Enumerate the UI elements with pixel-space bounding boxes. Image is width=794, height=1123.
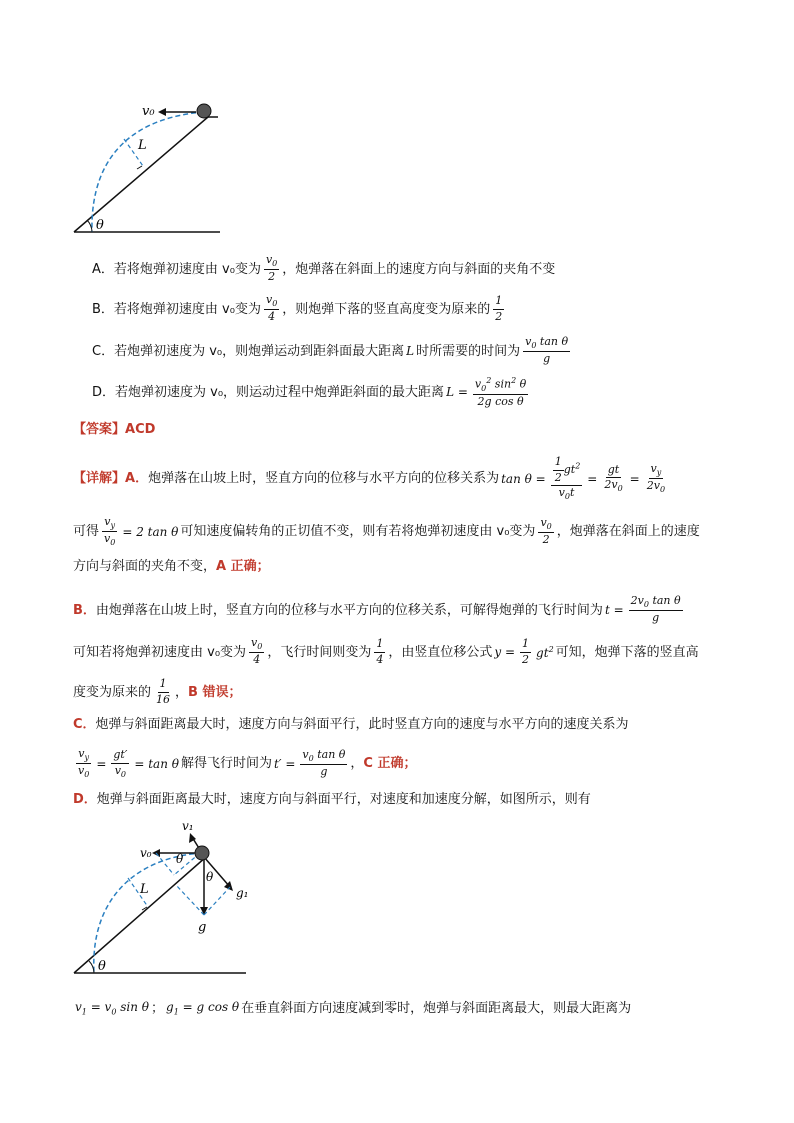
option-d-L: L = — [446, 385, 468, 400]
label-v1: v₁ — [182, 819, 194, 833]
detail-b-lead: B． — [73, 602, 96, 618]
detail-b-text-2a: 可知若将炮弹初速度由 v₀变为 — [73, 644, 247, 660]
detail-d-line-1 — [73, 793, 723, 806]
figure-1-slope-projectile — [70, 95, 230, 240]
detail-c-text-2b: ， — [350, 756, 364, 772]
detail-c-text-2c: C 正确； — [363, 756, 417, 772]
math-y-eq: y = — [494, 645, 516, 659]
fraction-gt-over-2v0: $\frac{gt}{2v_0}$ — [604, 462, 623, 494]
fraction-v0tan-over-g-c: $\frac{v_0 \tan \theta}{g}$ — [302, 747, 346, 779]
fraction-vy-over-v0-c: $\frac{v_y}{v_0}$ — [78, 747, 90, 780]
detail-label: 【详解】 — [73, 471, 126, 487]
detail-a-text-2c: ，炮弹落在斜面上的速度 — [556, 524, 700, 540]
label-theta-base: θ — [98, 959, 106, 974]
answer-value: ACD — [125, 422, 156, 437]
fraction-2v0tan-over-g: $\frac{2v_0 \tan \theta}{g}$ — [630, 594, 681, 625]
fraction-1-over-2: $\frac{1}{2}$ — [495, 293, 503, 323]
detail-a-lead: A． — [125, 471, 149, 487]
option-d-text-1: 若炮弹初速度为 v₀，则运动过程中炮弹距斜面的最大距离 — [115, 384, 445, 400]
label-v0-2: v₀ — [140, 846, 152, 860]
theta-arc — [87, 220, 92, 232]
detail-a-text-3a: 方向与斜面的夹角不变， — [73, 559, 217, 574]
detail-a-line-3 — [73, 560, 723, 573]
fraction-1-over-2-b: $\frac{1}{2}$ — [522, 636, 530, 666]
option-c-text-1: 若炮弹初速度为 v₀，则炮弹运动到距斜面最大距离 — [114, 343, 405, 359]
math-2tan: = 2 tan θ — [122, 524, 179, 539]
fraction-compound: $\frac{1}{2}$ $gt^2$ $v_0t$ — [551, 456, 583, 502]
option-c-L: L — [406, 344, 415, 358]
fraction-vy-over-2v0: $\frac{v_y}{2v_0}$ — [646, 461, 666, 495]
label-theta-g: θ — [206, 870, 214, 884]
math-tp-eq: t′ = — [273, 756, 296, 771]
option-b-letter: B． — [92, 301, 114, 317]
option-a-text-1: 若将炮弹初速度由 v₀变为 — [113, 261, 261, 277]
detail-b-line-2 — [73, 637, 723, 667]
fraction-v0-over-4: $\frac{v_0}{4}$ — [265, 293, 278, 324]
detail-a-line-2 — [73, 516, 723, 548]
detail-a-line-1 — [73, 456, 723, 502]
math-v1-eq: $v_1 = v_0$ sin θ — [75, 1000, 150, 1017]
label-g1: g₁ — [236, 886, 249, 900]
answer-label: 【答案】 — [73, 422, 126, 437]
option-c — [92, 336, 573, 366]
option-a — [92, 254, 555, 284]
fraction-v0-over-2-b: $\frac{v_0}{2}$ — [540, 515, 552, 547]
fraction-gtp-over-v0: $\frac{gt'}{v_0}$ — [113, 747, 128, 779]
option-d-letter: D． — [92, 384, 116, 400]
math-t-eq: t = — [604, 603, 624, 617]
option-c-letter: C． — [92, 343, 115, 359]
option-a-text-2: ，炮弹落在斜面上的速度方向与斜面的夹角不变 — [282, 261, 556, 277]
detail-a-text-1: 炮弹落在山坡上时，竖直方向的位移与水平方向的位移关系为 — [148, 471, 500, 487]
detail-a-text-2a: 可得 — [73, 524, 100, 540]
label-theta: θ — [96, 218, 104, 233]
option-c-text-3: 时所需要的时间为 — [416, 343, 521, 359]
label-v0: v₀ — [142, 104, 155, 119]
detail-c-text-2a: 解得飞行时间为 — [180, 756, 272, 772]
label-g: g — [198, 920, 207, 935]
math-sep-1: ； — [151, 1001, 165, 1017]
math-eq-c1: = — [96, 756, 107, 771]
detail-c-text-1: 炮弹与斜面距离最大时，速度方向与斜面平行，此时竖直方向的速度与水平方向的速度关系为 — [95, 717, 629, 732]
label-L-2: L — [140, 882, 149, 897]
fraction-v0-over-4-b: $\frac{v_0}{4}$ — [251, 636, 263, 667]
g-arrowhead — [200, 907, 208, 915]
g-parallel-dashed — [204, 887, 230, 915]
trajectory-curve-2 — [94, 853, 202, 973]
detail-b-text-2b: ，飞行时间则变为 — [267, 644, 372, 660]
label-L: L — [138, 138, 147, 153]
detail-b-text-2c: ，由竖直位移公式 — [388, 644, 493, 660]
math-tan-c: = tan θ — [134, 756, 179, 771]
detail-b-text-3c: B 错误； — [188, 684, 242, 700]
detail-a-text-3b: A 正确； — [216, 559, 270, 574]
detail-b-line-3 — [73, 678, 723, 706]
label-theta-top: θ — [176, 852, 184, 866]
detail-c-line-1 — [73, 718, 723, 731]
detail-d-line-2 — [73, 1001, 723, 1016]
fraction-max-distance: $\frac{v_0^2 \sin^2 \theta}{\text{2g cos θ}}$ — [474, 376, 527, 409]
math-g1-eq: $g_1 = g$ cos θ — [166, 1000, 240, 1017]
detail-c-line-2 — [73, 748, 723, 780]
fraction-1-over-16: $\frac{1}{16}$ — [156, 677, 171, 706]
figure-2-velocity-decomposition — [70, 815, 260, 980]
option-a-letter: A． — [92, 261, 114, 277]
detail-b-text-1: 由炮弹落在山坡上时，竖直方向的位移与水平方向的位移关系，可解得炮弹的飞行时间为 — [95, 602, 603, 618]
detail-b-text-3a: 度变为原来的 — [73, 684, 152, 700]
v0-arrowhead — [158, 108, 166, 116]
detail-c-lead: C． — [73, 717, 96, 732]
g-perp-dashed — [176, 885, 204, 915]
option-b-text-2: ，则炮弹下落的竖直高度变为原来的 — [282, 301, 491, 317]
math-eq-1: = — [587, 471, 598, 486]
detail-d-lead: D． — [73, 792, 97, 807]
fraction-vy-over-v0: $\frac{v_y}{v_0}$ — [104, 515, 116, 548]
math-gt2: $gt^2$ — [536, 644, 554, 660]
math-eq-2: = — [629, 471, 640, 486]
detail-b-text-3b: ， — [175, 684, 189, 700]
option-b-text-1: 若将炮弹初速度由 v₀变为 — [113, 301, 261, 317]
trajectory-curve — [92, 112, 204, 232]
option-d — [92, 376, 531, 409]
right-angle-mark — [137, 166, 142, 169]
slope-line — [74, 117, 208, 232]
detail-b-line-1 — [73, 595, 723, 625]
detail-d-text-1: 炮弹与斜面距离最大时，速度方向与斜面平行，对速度和加速度分解，如图所示，则有 — [96, 792, 591, 807]
fraction-v0-over-2: $\frac{v_0}{2}$ — [265, 253, 278, 284]
detail-a-text-2b: 可知速度偏转角的正切值不变，则有若将炮弹初速度由 v₀变为 — [180, 524, 536, 540]
math-tan-eq: tan θ = — [501, 471, 546, 486]
detail-d-text-2a: 在垂直斜面方向速度减到零时，炮弹与斜面距离最大，则最大距离为 — [241, 1001, 632, 1017]
cannonball-2 — [195, 846, 209, 860]
option-b — [92, 294, 507, 324]
answer-line — [73, 423, 723, 436]
detail-b-text-2d: 可知，炮弹下落的竖直高 — [555, 644, 699, 660]
fraction-v0tan-over-g: $\frac{v_0 \tan \theta}{g}$ — [525, 335, 569, 366]
fraction-1-over-4: $\frac{1}{4}$ — [376, 636, 384, 666]
cannonball — [197, 104, 211, 118]
